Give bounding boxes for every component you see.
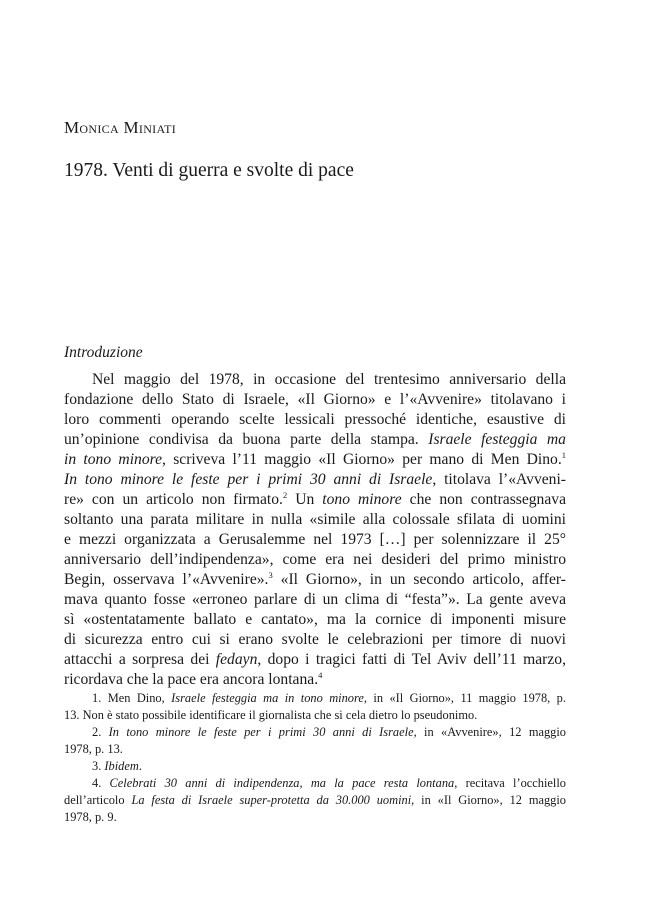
text-run: soltanto una parata militare in nulla «simile alla colossale sfilata di uomini xyxy=(64,511,566,528)
author-last-name-rest: iniati xyxy=(138,118,177,137)
body-line xyxy=(64,430,566,450)
text-run: 1978, p. 9. xyxy=(64,810,117,824)
body-line xyxy=(64,650,566,670)
footnote-line xyxy=(64,724,566,741)
text-run: di sicurezza entro cui si erano svolte le celebrazioni per timore di nuovi xyxy=(64,631,566,648)
text-run: dell’articolo xyxy=(64,793,132,807)
italic-text: in tono minore xyxy=(64,451,163,468)
italic-text: Israele festeggia ma xyxy=(428,431,566,448)
body-line xyxy=(64,610,566,630)
footnote-line xyxy=(64,741,566,758)
footnote-line xyxy=(64,809,566,826)
text-run: , in «Il Giorno», 11 maggio 1978, p. xyxy=(363,691,566,705)
footnote-line xyxy=(64,707,566,724)
footnote-marker: 2 xyxy=(282,490,288,500)
text-run: attacchi a sorpresa dei xyxy=(64,651,216,668)
footnote-marker: 3 xyxy=(268,570,273,580)
footnote-line xyxy=(64,758,566,775)
italic-text: In tono minore le feste per i primi 30 anni di Israele xyxy=(108,725,414,739)
text-run: , in «Il Giorno», 12 maggio xyxy=(411,793,566,807)
article-title: 1978. Venti di guerra e svolte di pace xyxy=(64,160,354,181)
text-run: 13. Non è stato possibile identificare il giornalista che si cela dietro lo pseudonimo. xyxy=(64,708,478,722)
text-run: , in «Avvenire», 12 maggio xyxy=(413,725,566,739)
text-run: «Il Giorno», in un secondo articolo, affer- xyxy=(272,571,566,588)
text-run: 1. Men Dino, xyxy=(92,691,172,705)
author-first-name-rest: onica xyxy=(79,118,119,137)
body-line xyxy=(64,510,566,530)
author-name xyxy=(64,118,176,138)
text-run: . xyxy=(138,759,142,773)
italic-text: Celebrati 30 anni di indipendenza, ma la pace resta lontana xyxy=(109,776,455,790)
footnote-line xyxy=(64,775,566,792)
body-line xyxy=(64,490,566,510)
body-line xyxy=(64,630,566,650)
text-run: , titolava l’«Avveni- xyxy=(432,471,566,488)
text-run: fondazione dello Stato di Israele, «Il Giorno» e l’«Avvenire» titolavano i xyxy=(64,391,566,408)
author-initial-first: M xyxy=(64,118,80,137)
text-run: 3. xyxy=(92,759,105,773)
author-initial-last: M xyxy=(123,118,139,137)
body-line xyxy=(64,530,566,550)
body-text xyxy=(64,370,566,690)
footnotes xyxy=(64,690,566,826)
footnote-line xyxy=(64,792,566,809)
text-run: anniversario dell’indipendenza», come era nei desideri del primo ministro xyxy=(64,551,566,568)
body-line xyxy=(64,550,566,570)
italic-text: In tono minore le feste per i primi 30 anni di Israele xyxy=(64,471,433,488)
text-run: un’opinione condivisa da buona parte della stampa. xyxy=(64,431,429,448)
body-line xyxy=(64,570,566,590)
text-run: 4. xyxy=(92,776,110,790)
footnote-marker: 1 xyxy=(561,450,566,460)
text-run: 2. xyxy=(92,725,109,739)
italic-text: tono minore xyxy=(322,491,402,508)
italic-text: Ibidem xyxy=(104,759,139,773)
text-run: , dopo i tragici fatti di Tel Aviv dell’11 marzo, xyxy=(257,651,566,668)
text-run: sì «ostentatamente ballato e cantato», ma la cornice di imponenti misure xyxy=(64,611,566,628)
text-run: loro commenti operando scelte lessicali pressoché identiche, esaustive di xyxy=(64,411,566,428)
body-line xyxy=(64,470,566,490)
italic-text: Israele festeggia ma in tono minore xyxy=(171,691,364,705)
text-run: re» con un articolo non firmato. xyxy=(64,491,283,508)
footnote-marker: 4 xyxy=(318,670,323,680)
text-run: Nel maggio del 1978, in occasione del trentesimo anniversario della xyxy=(92,371,566,388)
body-line xyxy=(64,590,566,610)
text-run: 1978, p. 13. xyxy=(64,742,123,756)
body-line xyxy=(64,450,566,470)
footnote-line xyxy=(64,690,566,707)
text-run: Begin, osservava l’«Avvenire». xyxy=(64,571,269,588)
italic-text: fedayn xyxy=(215,651,258,668)
text-run: che non contrassegnava xyxy=(401,491,566,508)
text-run: ricordava che la pace era ancora lontana. xyxy=(64,671,319,688)
text-run: mava quanto fosse «erroneo parlare di un clima di “festa”». La gente aveva xyxy=(64,591,566,608)
body-line xyxy=(64,670,566,690)
body-line xyxy=(64,390,566,410)
italic-text: La festa di Israele super-protetta da 30.000 uomini xyxy=(131,793,412,807)
text-run: , recitava l’occhiello xyxy=(454,776,567,790)
section-heading: Introduzione xyxy=(64,344,143,361)
body-line xyxy=(64,410,566,430)
text-run: e mezzi organizzata a Gerusalemme nel 1973 […] per solennizzare il 25° xyxy=(64,531,566,548)
text-run: Un xyxy=(287,491,323,508)
body-line xyxy=(64,370,566,390)
text-run: , scriveva l’11 maggio «Il Giorno» per mano di Men Dino. xyxy=(162,451,562,468)
